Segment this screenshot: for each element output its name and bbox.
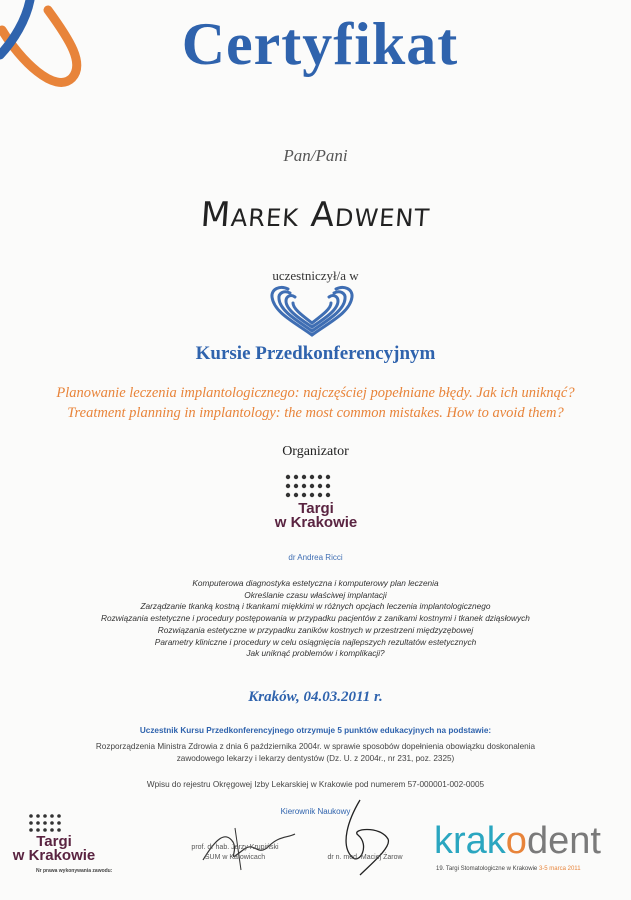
- list-item: Komputerowa diagnostyka estetyczna i komputerowy plan leczenia: [192, 578, 439, 588]
- footer-logo-line2: w Krakowie: [12, 847, 96, 865]
- krakodent-part-1: krak: [434, 820, 506, 862]
- krakodent-part-2: o: [505, 820, 527, 862]
- event-dates: 3-5 marca 2011: [538, 866, 581, 872]
- event-caption: [436, 866, 581, 872]
- regulation-line-2: zawodowego lekarzy i lekarzy dentystów (Dz. U. z 2004r., nr 231, poz. 2325): [176, 753, 455, 763]
- registry-text: Wpisu do rejestru Okręgowej Izby Lekarskiej w Krakowie pod numerem 57-000001-002-0005: [146, 780, 485, 789]
- list-item: Parametry kliniczne i procedury w celu osiągnięcia najlepszych rezultatów estetycznych: [154, 636, 477, 647]
- list-item: Określanie czasu właściwej implantacji: [244, 589, 387, 600]
- heart-logo-icon: [266, 283, 358, 341]
- event-line: 19. Targi Stomatologiczne w Krakowie: [436, 866, 538, 872]
- course-type-heading: Kursie Przedkonferencyjnym: [195, 343, 436, 364]
- footer-logo-text: [4, 835, 104, 864]
- signature-left-name: prof. dr hab. Jerzy Krupiński: [191, 844, 279, 851]
- signature-left-affiliation: SUM w Katowicach: [204, 854, 266, 861]
- signature-right: [330, 795, 400, 880]
- footer-logo-line1: Targi: [36, 833, 72, 850]
- topic-polish: Planowanie leczenia implantologicznego: najczęściej popełniane błędy. Jak ich uniknąć?: [56, 385, 575, 401]
- signature-right-name: dr n. med. Maciej Żarow: [327, 854, 403, 861]
- regulation-line-1: Rozporządzenia Ministra Zdrowia z dnia 6 października 2004r. w sprawie sposobów dopełnienia obowiązku doskonalenia: [95, 742, 536, 751]
- list-item: Zarządzanie tkanką kostną i tkankami miękkimi w różnych opcjach leczenia implantologicznego: [140, 601, 491, 612]
- organizer-logo-line1: Targi: [298, 500, 334, 517]
- regulation-text: [0, 741, 631, 764]
- organizer-logo-line2: w Krakowie: [274, 514, 358, 532]
- certificate-title: Certyfikat: [181, 11, 459, 77]
- signature-right-caption: [305, 853, 425, 863]
- footer-logo-rights: Nr prawa wykonywania zawodu:: [36, 868, 113, 874]
- corner-swirl-logo: [0, 0, 90, 95]
- list-item: Rozwiązania estetyczne w przypadku zaników kostnych w przestrzeni międzyzębowej: [157, 624, 474, 635]
- topics-list: [0, 578, 631, 660]
- krakodent-part-3: dent: [526, 820, 601, 862]
- list-item: Jak uniknąć problemów i komplikacji?: [246, 648, 385, 659]
- lecturer-name: dr Andrea Ricci: [288, 553, 343, 562]
- organizer-logo-text: [266, 502, 366, 531]
- krakodent-logo: [434, 820, 601, 863]
- organizer-label: Organizator: [282, 444, 349, 459]
- topic-english: Treatment planning in implantology: the most common mistakes. How to avoid them?: [67, 405, 564, 421]
- signature-left-caption: [165, 843, 305, 863]
- salutation: Pan/Pani: [283, 146, 348, 165]
- organizer-dots-icon: [284, 473, 344, 499]
- scientific-head-label: Kierownik Naukowy: [280, 807, 351, 816]
- points-note: Uczestnik Kursu Przedkonferencyjnego otrzymuje 5 punktów edukacyjnych na podstawie:: [139, 726, 492, 735]
- recipient-name: Marek Adwent: [199, 195, 432, 235]
- footer-dots-icon: [28, 813, 72, 835]
- list-item: Rozwiązania estetyczne i procedury postępowania w przypadku pacjentów z zanikami kostnymi i tkanek dziąsłowych: [101, 613, 530, 624]
- participated-label: uczestniczył/a w: [272, 268, 359, 283]
- date-place: Kraków, 04.03.2011 r.: [248, 689, 383, 705]
